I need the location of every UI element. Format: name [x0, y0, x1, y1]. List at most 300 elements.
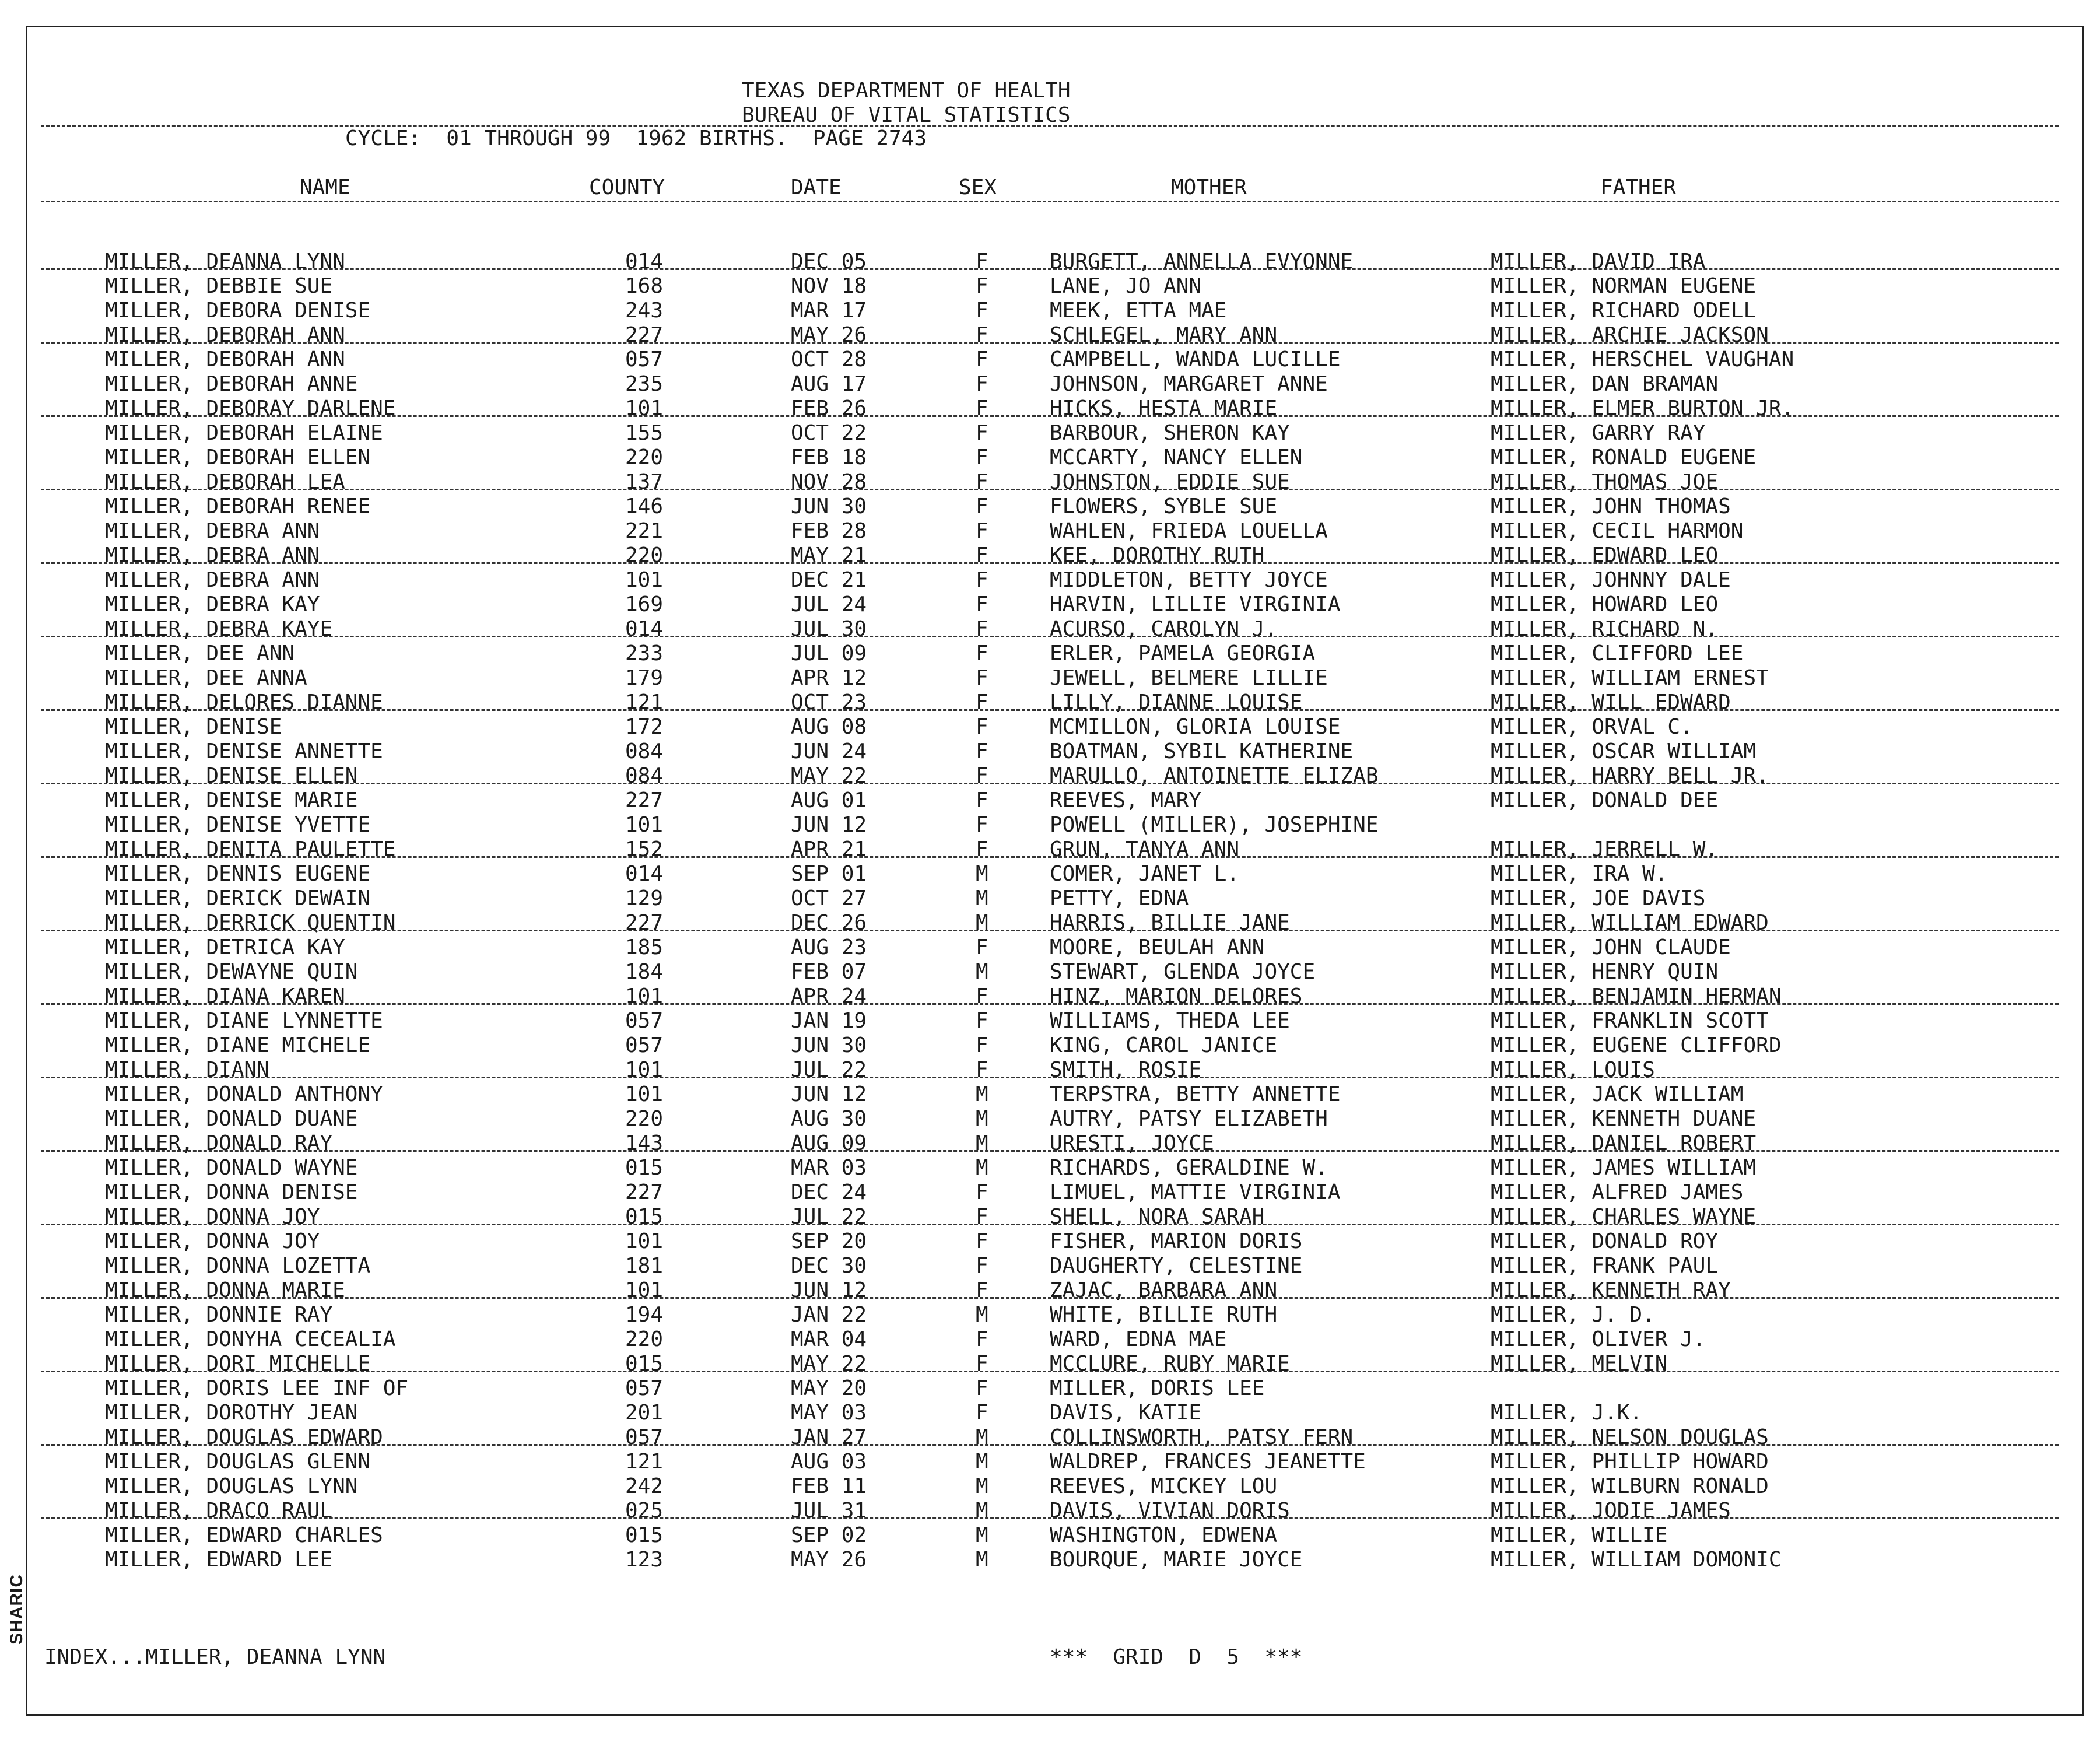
cell-father: MILLER, KENNETH DUANE — [1491, 1107, 1757, 1131]
cell-name: MILLER, DOROTHY JEAN — [105, 1401, 358, 1425]
cell-date: FEB 07 — [791, 960, 867, 984]
cell-name: MILLER, DEBORAH ELAINE — [105, 421, 383, 445]
table-row — [0, 519, 2100, 544]
cell-name: MILLER, DIANN — [105, 1058, 269, 1082]
cell-sex: F — [976, 397, 988, 420]
cell-sex: F — [976, 788, 988, 812]
cell-mother: STEWART, GLENDA JOYCE — [1050, 960, 1316, 984]
cell-date: DEC 30 — [791, 1254, 867, 1278]
cell-father: MILLER, J. D. — [1491, 1303, 1655, 1327]
row-group-rule — [41, 1371, 2059, 1372]
cell-mother: LIMUEL, MATTIE VIRGINIA — [1050, 1180, 1341, 1204]
cell-name: MILLER, DEBBIE SUE — [105, 274, 333, 298]
cell-name: MILLER, EDWARD LEE — [105, 1548, 333, 1572]
cell-county: 101 — [625, 984, 664, 1008]
table-row — [0, 617, 2100, 642]
cell-name: MILLER, DEBORAH LEA — [105, 470, 345, 494]
cell-date: FEB 11 — [791, 1474, 867, 1498]
row-group-rule — [41, 856, 2059, 858]
cell-date: OCT 23 — [791, 691, 867, 714]
cell-date: APR 24 — [791, 984, 867, 1008]
cell-date: JUL 31 — [791, 1499, 867, 1523]
cell-name: MILLER, DEBORAH ANNE — [105, 372, 358, 396]
table-row — [0, 1450, 2100, 1474]
cell-sex: F — [976, 372, 988, 396]
table-row — [0, 984, 2100, 1009]
cell-name: MILLER, DONNIE RAY — [105, 1303, 333, 1327]
row-group-rule — [41, 783, 2059, 784]
cell-date: MAY 20 — [791, 1376, 867, 1400]
cell-county: 101 — [625, 1229, 664, 1253]
row-group-rule — [41, 1444, 2059, 1446]
cell-county: 101 — [625, 813, 664, 837]
cell-father: MILLER, HENRY QUIN — [1491, 960, 1719, 984]
cell-mother: KING, CAROL JANICE — [1050, 1033, 1278, 1057]
cell-date: DEC 21 — [791, 568, 867, 592]
cell-mother: MILLER, DORIS LEE — [1050, 1376, 1265, 1400]
cell-name: MILLER, DEBORA DENISE — [105, 299, 371, 323]
cell-county: 201 — [625, 1401, 664, 1425]
cell-sex: M — [976, 1107, 988, 1131]
cell-sex: F — [976, 691, 988, 714]
cell-county: 233 — [625, 642, 664, 665]
cell-father: MILLER, CLIFFORD LEE — [1491, 642, 1744, 665]
table-row — [0, 1327, 2100, 1352]
cell-county: 172 — [625, 715, 664, 739]
cell-date: MAR 03 — [791, 1156, 867, 1180]
cell-father: MILLER, PHILLIP HOWARD — [1491, 1450, 1769, 1474]
cell-father: MILLER, WILLIE — [1491, 1523, 1668, 1547]
cell-name: MILLER, DEE ANNA — [105, 666, 307, 690]
cell-county: 101 — [625, 1058, 664, 1082]
cell-mother: HARVIN, LILLIE VIRGINIA — [1050, 593, 1341, 616]
cell-county: 220 — [625, 446, 664, 469]
cell-county: 014 — [625, 862, 664, 886]
cell-sex: M — [976, 1450, 988, 1474]
cell-sex: F — [976, 764, 988, 788]
cell-county: 121 — [625, 1450, 664, 1474]
cell-date: JUL 24 — [791, 593, 867, 616]
cell-name: MILLER, DORI MICHELLE — [105, 1352, 371, 1376]
cell-county: 194 — [625, 1303, 664, 1327]
cell-sex: F — [976, 1327, 988, 1351]
cell-sex: F — [976, 837, 988, 861]
table-row — [0, 1352, 2100, 1376]
cell-mother: KEE, DOROTHY RUTH — [1050, 544, 1265, 567]
cell-county: 220 — [625, 1107, 664, 1131]
side-label: SHARIC — [7, 1573, 26, 1645]
cell-father: MILLER, JACK WILLIAM — [1491, 1082, 1744, 1106]
cell-county: 243 — [625, 299, 664, 323]
cell-mother: MEEK, ETTA MAE — [1050, 299, 1227, 323]
cell-mother: DAUGHERTY, CELESTINE — [1050, 1254, 1303, 1278]
cell-mother: PETTY, EDNA — [1050, 886, 1189, 910]
table-row — [0, 470, 2100, 495]
cell-name: MILLER, DENNIS EUGENE — [105, 862, 371, 886]
cell-father: MILLER, WILL EDWARD — [1491, 691, 1731, 714]
cell-mother: DAVIS, KATIE — [1050, 1401, 1202, 1425]
cell-date: OCT 28 — [791, 348, 867, 371]
cell-mother: SMITH, ROSIE — [1050, 1058, 1202, 1082]
cell-sex: F — [976, 813, 988, 837]
cell-name: MILLER, DIANA KAREN — [105, 984, 345, 1008]
cell-mother: WAHLEN, FRIEDA LOUELLA — [1050, 519, 1328, 543]
table-row — [0, 1499, 2100, 1523]
cell-sex: F — [976, 544, 988, 567]
cell-name: MILLER, DORIS LEE INF OF — [105, 1376, 409, 1400]
row-group-rule — [41, 489, 2059, 490]
cell-county: 015 — [625, 1352, 664, 1376]
cell-sex: F — [976, 323, 988, 347]
cell-mother: COLLINSWORTH, PATSY FERN — [1050, 1425, 1354, 1449]
table-row — [0, 593, 2100, 617]
cell-mother: MARULLO, ANTOINETTE ELIZAB — [1050, 764, 1379, 788]
cell-county: 057 — [625, 348, 664, 371]
cell-sex: F — [976, 642, 988, 665]
cell-county: 168 — [625, 274, 664, 298]
cell-father: MILLER, ELMER BURTON JR. — [1491, 397, 1794, 420]
grid-line: *** GRID D 5 *** — [1050, 1645, 1303, 1669]
row-group-rule — [41, 1297, 2059, 1299]
cell-mother: LANE, JO ANN — [1050, 274, 1202, 298]
cell-sex: M — [976, 886, 988, 910]
cell-name: MILLER, DOUGLAS EDWARD — [105, 1425, 383, 1449]
cell-name: MILLER, DONNA JOY — [105, 1229, 320, 1253]
cell-sex: F — [976, 1180, 988, 1204]
cell-sex: F — [976, 421, 988, 445]
cell-name: MILLER, DONALD WAYNE — [105, 1156, 358, 1180]
row-group-rule — [41, 415, 2059, 417]
cell-name: MILLER, DEBRA KAY — [105, 593, 320, 616]
column-header-mother: MOTHER — [1171, 176, 1247, 199]
cell-county: 123 — [625, 1548, 664, 1572]
table-row — [0, 1082, 2100, 1107]
cell-date: APR 12 — [791, 666, 867, 690]
cell-date: JAN 22 — [791, 1303, 867, 1327]
cell-county: 101 — [625, 1082, 664, 1106]
cell-name: MILLER, DENISE — [105, 715, 282, 739]
cell-mother: ACURSO, CAROLYN J. — [1050, 617, 1278, 641]
cell-date: JUL 22 — [791, 1058, 867, 1082]
cell-sex: F — [976, 495, 988, 518]
cell-county: 235 — [625, 372, 664, 396]
cell-name: MILLER, DOUGLAS GLENN — [105, 1450, 371, 1474]
column-header-father: FATHER — [1600, 176, 1677, 199]
cell-mother: WHITE, BILLIE RUTH — [1050, 1303, 1278, 1327]
cell-sex: F — [976, 568, 988, 592]
table-row — [0, 495, 2100, 519]
cell-mother: MIDDLETON, BETTY JOYCE — [1050, 568, 1328, 592]
row-group-rule — [41, 562, 2059, 564]
cell-date: SEP 02 — [791, 1523, 867, 1547]
table-row — [0, 348, 2100, 372]
cell-sex: M — [976, 1548, 988, 1572]
table-row — [0, 1229, 2100, 1254]
cell-father: MILLER, DAN BRAMAN — [1491, 372, 1719, 396]
cell-sex: F — [976, 1033, 988, 1057]
cell-mother: GRUN, TANYA ANN — [1050, 837, 1240, 861]
cell-date: SEP 20 — [791, 1229, 867, 1253]
cell-mother: BOURQUE, MARIE JOYCE — [1050, 1548, 1303, 1572]
cell-date: JUN 24 — [791, 739, 867, 763]
cell-name: MILLER, DONNA MARIE — [105, 1278, 345, 1302]
cell-father: MILLER, RICHARD N. — [1491, 617, 1719, 641]
cell-county: 137 — [625, 470, 664, 494]
cell-father: MILLER, J.K. — [1491, 1401, 1643, 1425]
cell-county: 146 — [625, 495, 664, 518]
table-row — [0, 1058, 2100, 1082]
cell-father: MILLER, LOUIS — [1491, 1058, 1655, 1082]
cell-date: DEC 24 — [791, 1180, 867, 1204]
cell-sex: M — [976, 1131, 988, 1155]
cell-date: MAY 03 — [791, 1401, 867, 1425]
cell-name: MILLER, DONALD DUANE — [105, 1107, 358, 1131]
cell-father: MILLER, OLIVER J. — [1491, 1327, 1706, 1351]
cell-name: MILLER, DENISE YVETTE — [105, 813, 371, 837]
cell-date: AUG 30 — [791, 1107, 867, 1131]
cell-date: JAN 19 — [791, 1009, 867, 1033]
cell-name: MILLER, DEBORAH ANN — [105, 348, 345, 371]
table-row — [0, 1009, 2100, 1033]
cell-father: MILLER, OSCAR WILLIAM — [1491, 739, 1757, 763]
cell-mother: CAMPBELL, WANDA LUCILLE — [1050, 348, 1341, 371]
cell-county: 242 — [625, 1474, 664, 1498]
cell-county: 227 — [625, 788, 664, 812]
cell-sex: M — [976, 862, 988, 886]
cell-mother: BARBOUR, SHERON KAY — [1050, 421, 1290, 445]
row-group-rule — [41, 709, 2059, 711]
row-group-rule — [41, 1224, 2059, 1225]
cell-mother: ZAJAC, BARBARA ANN — [1050, 1278, 1278, 1302]
cell-name: MILLER, DONNA LOZETTA — [105, 1254, 371, 1278]
cell-mother: REEVES, MARY — [1050, 788, 1202, 812]
cell-date: MAY 26 — [791, 323, 867, 347]
table-row — [0, 568, 2100, 593]
cell-name: MILLER, DENISE MARIE — [105, 788, 358, 812]
cell-father: MILLER, THOMAS JOE — [1491, 470, 1719, 494]
cell-mother: COMER, JANET L. — [1050, 862, 1240, 886]
cell-name: MILLER, DEBORAY DARLENE — [105, 397, 396, 420]
cell-father: MILLER, DONALD ROY — [1491, 1229, 1719, 1253]
cell-father: MILLER, DANIEL ROBERT — [1491, 1131, 1757, 1155]
table-row — [0, 1033, 2100, 1058]
cell-father: MILLER, CHARLES WAYNE — [1491, 1205, 1757, 1229]
table-row — [0, 446, 2100, 470]
table-row — [0, 837, 2100, 862]
table-row — [0, 1401, 2100, 1425]
cell-sex: M — [976, 911, 988, 935]
cell-sex: M — [976, 1474, 988, 1498]
cell-date: APR 21 — [791, 837, 867, 861]
cell-father: MILLER, HARRY BELL JR. — [1491, 764, 1769, 788]
table-row — [0, 250, 2100, 274]
cell-date: FEB 28 — [791, 519, 867, 543]
cell-name: MILLER, DELORES DIANNE — [105, 691, 383, 714]
cell-father: MILLER, IRA W. — [1491, 862, 1668, 886]
table-row — [0, 1131, 2100, 1156]
cell-sex: M — [976, 1523, 988, 1547]
cell-mother: SHELL, NORA SARAH — [1050, 1205, 1265, 1229]
cell-county: 121 — [625, 691, 664, 714]
table-row — [0, 642, 2100, 666]
cell-mother: MCMILLON, GLORIA LOUISE — [1050, 715, 1341, 739]
cell-name: MILLER, DERRICK QUENTIN — [105, 911, 396, 935]
cell-county: 057 — [625, 1009, 664, 1033]
cell-mother: ERLER, PAMELA GEORGIA — [1050, 642, 1316, 665]
cell-date: DEC 05 — [791, 250, 867, 274]
cell-sex: F — [976, 1254, 988, 1278]
cell-date: NOV 18 — [791, 274, 867, 298]
cell-father: MILLER, WILLIAM EDWARD — [1491, 911, 1769, 935]
cell-father: MILLER, JOHNNY DALE — [1491, 568, 1731, 592]
cell-sex: F — [976, 715, 988, 739]
cell-county: 014 — [625, 617, 664, 641]
cell-county: 227 — [625, 911, 664, 935]
org-title: TEXAS DEPARTMENT OF HEALTH — [742, 79, 1071, 103]
cell-sex: F — [976, 470, 988, 494]
cell-county: 184 — [625, 960, 664, 984]
cell-date: JUL 09 — [791, 642, 867, 665]
table-row — [0, 421, 2100, 446]
cell-mother: DAVIS, VIVIAN DORIS — [1050, 1499, 1290, 1523]
index-line: INDEX...MILLER, DEANNA LYNN — [44, 1645, 386, 1669]
cell-county: 143 — [625, 1131, 664, 1155]
table-row — [0, 1156, 2100, 1180]
cell-name: MILLER, DEBRA ANN — [105, 568, 320, 592]
cell-county: 221 — [625, 519, 664, 543]
cell-name: MILLER, DERICK DEWAIN — [105, 886, 371, 910]
table-row — [0, 935, 2100, 960]
cell-date: JUN 12 — [791, 1278, 867, 1302]
cell-county: 084 — [625, 739, 664, 763]
table-row — [0, 739, 2100, 764]
cell-name: MILLER, DEWAYNE QUIN — [105, 960, 358, 984]
cell-sex: F — [976, 519, 988, 543]
cell-mother: BOATMAN, SYBIL KATHERINE — [1050, 739, 1354, 763]
cell-county: 015 — [625, 1156, 664, 1180]
cell-county: 227 — [625, 323, 664, 347]
cell-mother: WASHINGTON, EDWENA — [1050, 1523, 1278, 1547]
cell-father: MILLER, FRANKLIN SCOTT — [1491, 1009, 1769, 1033]
cell-mother: FISHER, MARION DORIS — [1050, 1229, 1303, 1253]
cell-mother: HICKS, HESTA MARIE — [1050, 397, 1278, 420]
cell-sex: M — [976, 1082, 988, 1106]
cell-mother: BURGETT, ANNELLA EVYONNE — [1050, 250, 1354, 274]
cell-county: 129 — [625, 886, 664, 910]
cell-name: MILLER, DOUGLAS LYNN — [105, 1474, 358, 1498]
cell-date: AUG 17 — [791, 372, 867, 396]
cell-sex: F — [976, 446, 988, 469]
cell-father: MILLER, HOWARD LEO — [1491, 593, 1719, 616]
cell-father: MILLER, NORMAN EUGENE — [1491, 274, 1757, 298]
cell-mother: AUTRY, PATSY ELIZABETH — [1050, 1107, 1328, 1131]
cell-mother: WARD, EDNA MAE — [1050, 1327, 1227, 1351]
cell-date: MAY 21 — [791, 544, 867, 567]
cell-name: MILLER, DONALD RAY — [105, 1131, 333, 1155]
cell-father: MILLER, JAMES WILLIAM — [1491, 1156, 1757, 1180]
cell-mother: RICHARDS, GERALDINE W. — [1050, 1156, 1328, 1180]
cell-mother: FLOWERS, SYBLE SUE — [1050, 495, 1278, 518]
cell-mother: JOHNSTON, EDDIE SUE — [1050, 470, 1290, 494]
table-row — [0, 544, 2100, 568]
cell-father: MILLER, JOE DAVIS — [1491, 886, 1706, 910]
cell-county: 057 — [625, 1425, 664, 1449]
cell-mother: WILLIAMS, THEDA LEE — [1050, 1009, 1290, 1033]
cell-name: MILLER, DEE ANN — [105, 642, 295, 665]
cell-name: MILLER, DIANE LYNNETTE — [105, 1009, 383, 1033]
cell-date: JUL 22 — [791, 1205, 867, 1229]
cell-county: 057 — [625, 1033, 664, 1057]
cell-date: AUG 08 — [791, 715, 867, 739]
cell-name: MILLER, DEBRA KAYE — [105, 617, 333, 641]
column-header-county: COUNTY — [589, 176, 665, 199]
cell-date: JUN 12 — [791, 813, 867, 837]
cell-date: AUG 03 — [791, 1450, 867, 1474]
table-row — [0, 764, 2100, 788]
cell-name: MILLER, DRACO RAUL — [105, 1499, 333, 1523]
cell-father: MILLER, WILLIAM DOMONIC — [1491, 1548, 1782, 1572]
cell-date: MAR 17 — [791, 299, 867, 323]
row-group-rule — [41, 1517, 2059, 1519]
table-row — [0, 788, 2100, 813]
cell-father: MILLER, WILLIAM ERNEST — [1491, 666, 1769, 690]
cell-sex: F — [976, 1058, 988, 1082]
cell-name: MILLER, DEBORAH RENEE — [105, 495, 371, 518]
cell-mother: HINZ, MARION DELORES — [1050, 984, 1303, 1008]
cell-date: MAY 22 — [791, 764, 867, 788]
cell-father: MILLER, ARCHIE JACKSON — [1491, 323, 1769, 347]
cell-father: MILLER, WILBURN RONALD — [1491, 1474, 1769, 1498]
cell-father: MILLER, BENJAMIN HERMAN — [1491, 984, 1782, 1008]
cell-sex: M — [976, 960, 988, 984]
cell-name: MILLER, DENISE ELLEN — [105, 764, 358, 788]
row-group-rule — [41, 636, 2059, 637]
cell-father: MILLER, EDWARD LEO — [1491, 544, 1719, 567]
row-group-rule — [41, 342, 2059, 344]
cell-mother: URESTI, JOYCE — [1050, 1131, 1214, 1155]
cell-date: JUN 12 — [791, 1082, 867, 1106]
column-header-date: DATE — [791, 176, 842, 199]
cell-mother: MCCARTY, NANCY ELLEN — [1050, 446, 1303, 469]
cell-name: MILLER, DENITA PAULETTE — [105, 837, 396, 861]
cell-mother: SCHLEGEL, MARY ANN — [1050, 323, 1278, 347]
cell-date: FEB 26 — [791, 397, 867, 420]
cell-name: MILLER, DEBORAH ANN — [105, 323, 345, 347]
row-group-rule — [41, 268, 2059, 270]
cell-father: MILLER, NELSON DOUGLAS — [1491, 1425, 1769, 1449]
cell-sex: F — [976, 1229, 988, 1253]
cell-father: MILLER, RICHARD ODELL — [1491, 299, 1757, 323]
table-row — [0, 1180, 2100, 1205]
table-row — [0, 911, 2100, 935]
table-row — [0, 274, 2100, 299]
cell-father: MILLER, FRANK PAUL — [1491, 1254, 1719, 1278]
table-row — [0, 1425, 2100, 1450]
cell-sex: F — [976, 1009, 988, 1033]
cell-sex: F — [976, 984, 988, 1008]
cell-name: MILLER, DIANE MICHELE — [105, 1033, 371, 1057]
cell-father: MILLER, GARRY RAY — [1491, 421, 1706, 445]
cell-name: MILLER, DONYHA CECEALIA — [105, 1327, 396, 1351]
column-header-name: NAME — [300, 176, 350, 199]
cell-sex: F — [976, 250, 988, 274]
cell-date: DEC 26 — [791, 911, 867, 935]
column-header-sex: SEX — [959, 176, 997, 199]
cell-mother: TERPSTRA, BETTY ANNETTE — [1050, 1082, 1341, 1106]
cell-mother: JOHNSON, MARGARET ANNE — [1050, 372, 1328, 396]
cell-county: 220 — [625, 544, 664, 567]
cell-father: MILLER, JOHN THOMAS — [1491, 495, 1731, 518]
